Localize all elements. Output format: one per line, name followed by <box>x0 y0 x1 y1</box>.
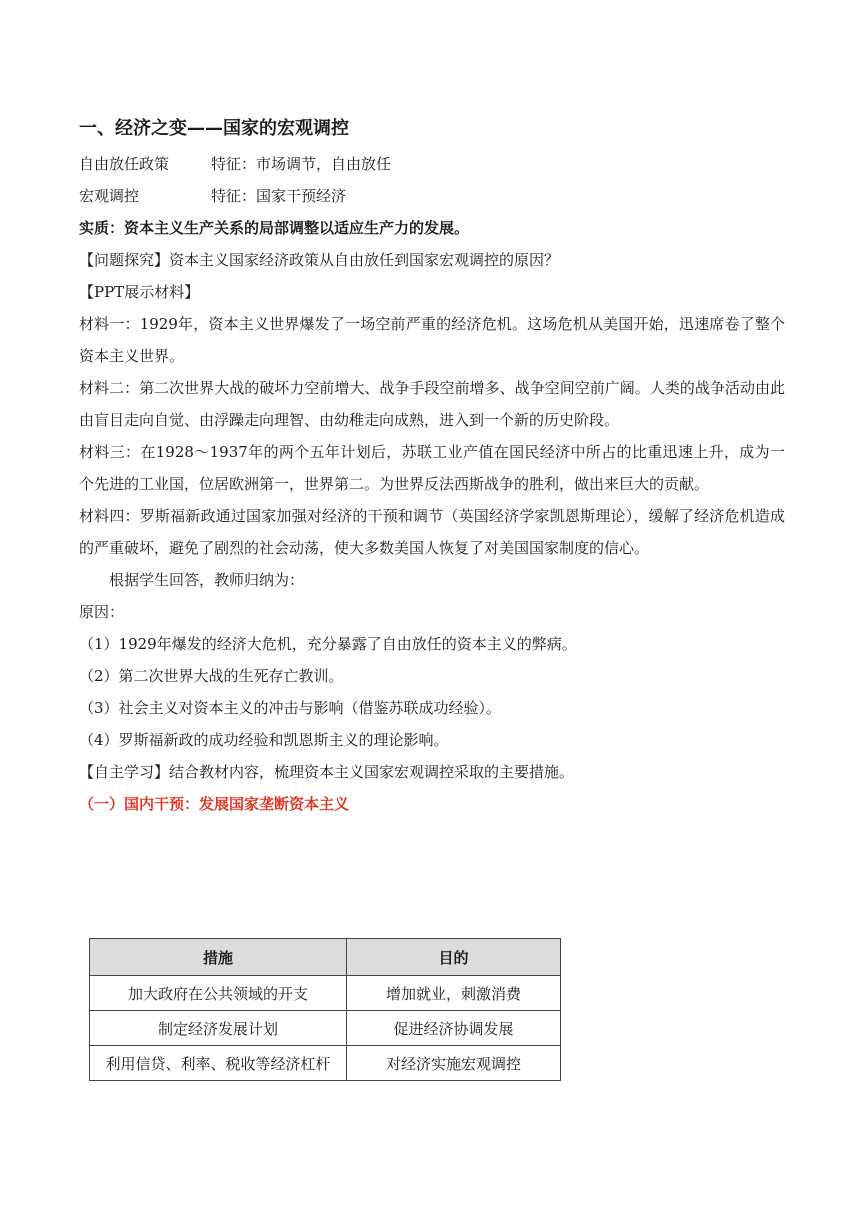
material-paragraph: 材料四：罗斯福新政通过国家加强对经济的干预和调节（英国经济学家凯恩斯理论），缓解了经济危机造成的严重破坏，避免了剧烈的社会动荡，使大多数美国人恢复了对美国国家制度的信心。 <box>79 507 785 557</box>
table-cell: 利用信贷、利率、税收等经济杠杆 <box>90 1046 347 1081</box>
table-cell: 增加就业，刺激消费 <box>347 976 561 1011</box>
reason-item: （2）第二次世界大战的生死存亡教训。 <box>79 667 344 685</box>
self-study-prompt: 【自主学习】结合教材内容，梳理资本主义国家宏观调控采取的主要措施。 <box>79 763 575 781</box>
document-body <box>79 114 785 820</box>
reason-item: （3）社会主义对资本主义的冲击与影响（借鉴苏联成功经验）。 <box>79 699 502 717</box>
table-cell: 加大政府在公共领域的开支 <box>90 976 347 1011</box>
reasons-label: 原因： <box>79 603 125 621</box>
table-cell: 对经济实施宏观调控 <box>347 1046 561 1081</box>
reason-item: （1）1929年爆发的经济大危机，充分暴露了自由放任的资本主义的弊病。 <box>79 635 577 653</box>
material-paragraph: 材料二：第二次世界大战的破坏力空前增大、战争手段空前增多、战争空间空前广阔。人类的战争活动由此由盲目走向自觉、由浮躁走向理智、由幼稚走向成熟，进入到一个新的历史阶段。 <box>79 379 785 429</box>
table-row <box>90 976 561 1011</box>
summary-intro: 根据学生回答，教师归纳为： <box>109 571 305 589</box>
table-cell: 制定经济发展计划 <box>90 1011 347 1046</box>
material-paragraph: 材料一：1929年，资本主义世界爆发了一场空前严重的经济危机。这场危机从美国开始，迅速席卷了整个资本主义世界。 <box>79 315 785 365</box>
essence-statement: 实质：资本主义生产关系的局部调整以适应生产力的发展。 <box>79 219 470 237</box>
ppt-label: 【PPT展示材料】 <box>79 283 200 301</box>
policy-name: 宏观调控 <box>79 187 140 205</box>
table-row <box>90 1011 561 1046</box>
policy-feature: 特征：国家干预经济 <box>211 187 347 205</box>
policy-feature: 特征：市场调节，自由放任 <box>211 155 392 173</box>
question-prompt: 【问题探究】资本主义国家经济政策从自由放任到国家宏观调控的原因？ <box>79 251 560 269</box>
section-heading: 一、经济之变——国家的宏观调控 <box>79 118 349 139</box>
table-header-cell: 措施 <box>90 939 347 976</box>
policy-row <box>79 148 785 180</box>
reason-item: （4）罗斯福新政的成功经验和凯恩斯主义的理论影响。 <box>79 731 449 749</box>
measures-table <box>89 938 561 1081</box>
table-row <box>90 1046 561 1081</box>
table-header-row <box>90 939 561 976</box>
material-paragraph: 材料三：在1928～1937年的两个五年计划后，苏联工业产值在国民经济中所占的比重迅速上升，成为一个先进的工业国，位居欧洲第一，世界第二。为世界反法西斯战争的胜利，做出来巨大的贡献。 <box>79 443 785 493</box>
table-cell: 促进经济协调发展 <box>347 1011 561 1046</box>
subsection-title: （一）国内干预：发展国家垄断资本主义 <box>79 795 350 813</box>
table-header-cell: 目的 <box>347 939 561 976</box>
policy-row <box>79 180 785 212</box>
policy-name: 自由放任政策 <box>79 155 170 173</box>
